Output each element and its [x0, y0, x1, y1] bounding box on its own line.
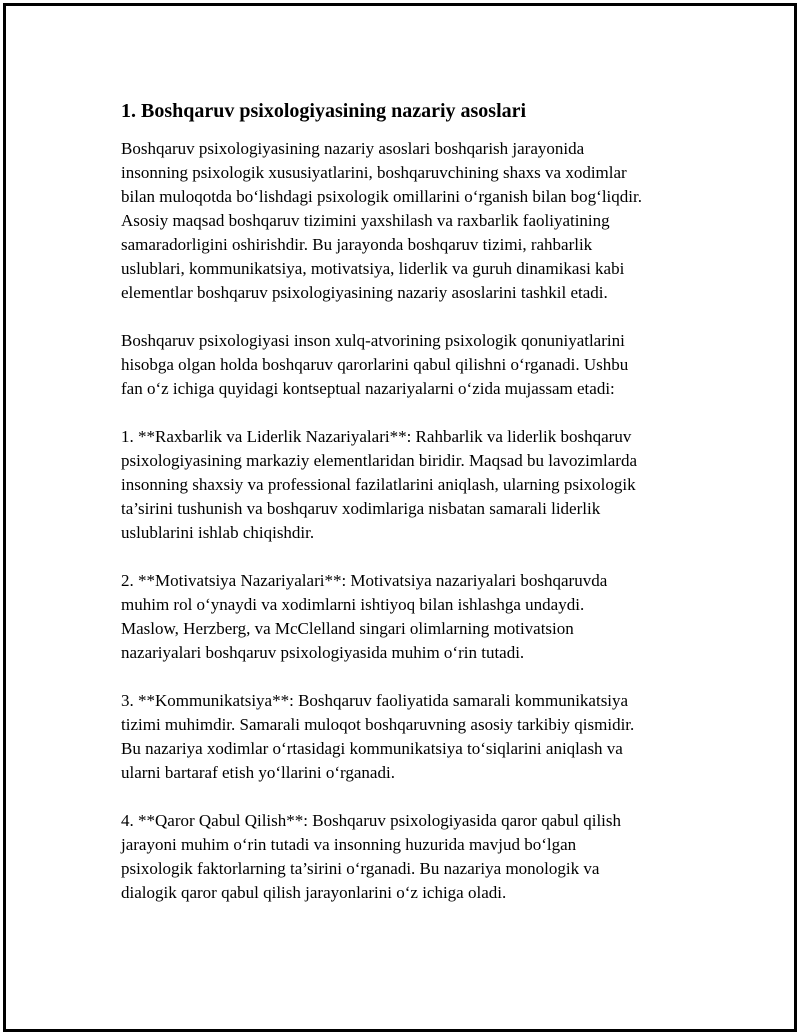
- paragraph-decision-making: 4. **Qaror Qabul Qilish**: Boshqaruv psixologiyasida qaror qabul qilish jarayoni muhim o‘rin tutadi va insonning huzurida mavjud bo‘lgan psixologik faktorlarning ta’sirini o‘rganadi. Bu nazariya monologik va dialogik qaror qabul qilish jarayonlarini o‘z ichiga oladi.: [121, 811, 622, 902]
- paragraph-overview: Boshqaruv psixologiyasi inson xulq-atvorining psixologik qonuniyatlarini hisobga olgan holda boshqaruv qarorlarini qabul qilishni o‘rganadi. Ushbu fan o‘z ichiga quyidagi kontseptual nazariyalarni o‘zida mujassam etadi:: [121, 331, 629, 398]
- paragraph-leadership-theories: 1. **Raxbarlik va Liderlik Nazariyalari**: Rahbarlik va liderlik boshqaruv psixologiyasining markaziy elementlaridan biridir. Maqsad bu lavozimlarda insonning shaxsiy va professional fazilatlarini aniqlash, ularning psixologik ta’sirini tushunish va boshqaruv xodimlariga nisbatan samarali liderlik uslublarini ishlab chiqishdir.: [121, 427, 638, 542]
- page-frame: [3, 3, 797, 1032]
- section-title: 1. Boshqaruv psixologiyasining nazariy asoslari: [121, 100, 527, 122]
- paragraph-communication: 3. **Kommunikatsiya**: Boshqaruv faoliyatida samarali kommunikatsiya tizimi muhimdir. Samarali muloqot boshqaruvning asosiy tarkibiy qismidir. Bu nazariya xodimlar o‘rtasidagi kommunikatsiya to‘siqlarini aniqlash va ularni bartaraf etish yo‘llarini o‘rganadi.: [121, 691, 635, 782]
- document-body: [121, 97, 701, 929]
- paragraph-intro: Boshqaruv psixologiyasining nazariy asoslari boshqarish jarayonida insonning psixologik xususiyatlarini, boshqaruvchining shaxs va xodimlar bilan muloqotda bo‘lishdagi psixologik omillarini o‘rganish bilan bog‘liqdir. Asosiy maqsad boshqaruv tizimini yaxshilash va raxbarlik faoliyatining samaradorligini oshirishdir. Bu jarayonda boshqaruv tizimi, rahbarlik uslublari, kommunikatsiya, motivatsiya, liderlik va guruh dinamikasi kabi elementlar boshqaruv psixologiyasining nazariy asoslarini tashkil etadi.: [121, 139, 642, 302]
- paragraph-motivation-theories: 2. **Motivatsiya Nazariyalari**: Motivatsiya nazariyalari boshqaruvda muhim rol o‘ynaydi va xodimlarni ishtiyoq bilan ishlashga undaydi. Maslow, Herzberg, va McClelland singari olimlarning motivatsion nazariyalari boshqaruv psixologiyasida muhim o‘rin tutadi.: [121, 571, 608, 662]
